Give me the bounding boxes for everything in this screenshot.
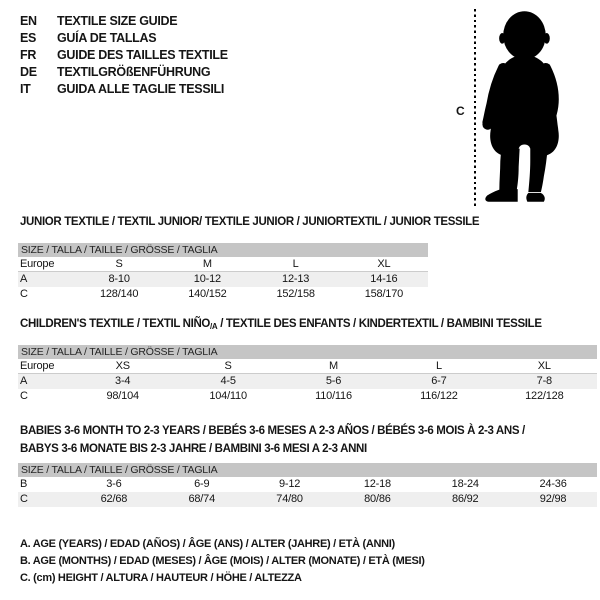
junior-table-title: JUNIOR TEXTILE / TEXTIL JUNIOR/ TEXTILE JUNIOR / JUNIORTEXTIL / JUNIOR TESSILE — [20, 216, 480, 228]
table-cell: 10-12 — [193, 273, 221, 285]
legend-line-b: B. AGE (MONTHS) / EDAD (MESES) / ÂGE (MOIS) / ALTER (MONATE) / ETÀ (MESI) — [20, 555, 425, 567]
table-cell: 4-5 — [220, 375, 236, 387]
size-header-bar: SIZE / TALLA / TAILLE / GRÖSSE / TAGLIA — [18, 243, 428, 257]
lang-code: EN — [20, 14, 37, 28]
table-cell: 3-4 — [115, 375, 131, 387]
lang-code: IT — [20, 82, 31, 96]
row-label: C — [20, 390, 28, 402]
table-cell: 12-18 — [363, 478, 391, 490]
table-cell: 128/140 — [99, 288, 139, 300]
table-cell: 98/104 — [106, 390, 139, 402]
row-label: Europe — [20, 258, 55, 270]
lang-label: GUIDA ALLE TAGLIE TESSILI — [57, 82, 225, 96]
table-cell: L — [292, 258, 299, 270]
table-cell: 122/128 — [525, 390, 564, 402]
lang-code: FR — [20, 48, 37, 62]
row-label: B — [20, 478, 28, 490]
table-cell: 24-36 — [539, 478, 567, 490]
table-cell: 110/116 — [315, 390, 352, 402]
table-cell: S — [224, 360, 232, 372]
table-cell: 86/92 — [451, 493, 479, 505]
language-title-block — [20, 13, 228, 98]
junior-size-table — [18, 243, 428, 302]
lang-row-fr — [20, 47, 228, 64]
row-label: A — [20, 375, 28, 387]
table-cell: 14-16 — [370, 273, 398, 285]
height-dotted-line — [474, 9, 476, 208]
table-cell: 5-6 — [325, 375, 342, 387]
table-cell: 12-13 — [282, 273, 310, 285]
table-cell: 8-10 — [108, 273, 130, 285]
row-label: C — [20, 493, 28, 505]
height-marker-label: C — [456, 104, 465, 118]
babies-size-table — [18, 463, 597, 507]
lang-row-es — [20, 30, 228, 47]
baby-silhouette-icon — [480, 8, 567, 206]
babies-table-title-line2: BABYS 3-6 MONATE BIS 2-3 JAHRE / BAMBINI 3-6 MESI A 2-3 ANNI — [20, 443, 367, 455]
table-cell: 6-9 — [194, 478, 210, 490]
row-label: C — [20, 288, 28, 300]
table-cell: 152/158 — [276, 288, 315, 300]
table-row-a — [18, 272, 428, 287]
legend-line-a: A. AGE (YEARS) / EDAD (AÑOS) / ÂGE (ANS) / ALTER (JAHRE) / ETÀ (ANNI) — [20, 538, 395, 550]
table-row-a — [18, 374, 597, 389]
children-table-title — [20, 318, 542, 331]
table-cell: 62/68 — [100, 493, 128, 505]
table-cell: M — [202, 258, 212, 270]
table-cell: XS — [115, 360, 130, 372]
table-cell: 80/86 — [364, 493, 391, 505]
measurement-legend — [20, 536, 425, 587]
row-label: A — [20, 273, 28, 285]
table-row-europe — [18, 359, 597, 374]
children-title-subscript: /A — [210, 322, 218, 331]
table-row-europe — [18, 257, 428, 272]
size-header-bar: SIZE / TALLA / TAILLE / GRÖSSE / TAGLIA — [18, 463, 597, 477]
lang-code: ES — [20, 31, 37, 45]
table-row-c — [18, 287, 428, 302]
table-cell: 18-24 — [451, 478, 479, 490]
table-cell: 116/122 — [420, 390, 458, 402]
lang-label: GUIDE DES TAILLES TEXTILE — [57, 48, 228, 62]
lang-row-en — [20, 13, 228, 30]
lang-code: DE — [20, 65, 37, 79]
table-row-c — [18, 389, 597, 404]
table-row-c — [18, 492, 597, 507]
table-cell: 140/152 — [188, 288, 227, 300]
table-cell: 74/80 — [276, 493, 303, 505]
table-cell: XL — [537, 360, 551, 372]
table-cell: M — [329, 360, 338, 372]
table-cell: 6-7 — [431, 375, 447, 387]
babies-table-title-line1: BABIES 3-6 MONTH TO 2-3 YEARS / BEBÉS 3-6 MESES A 2-3 AÑOS / BÉBÉS 3-6 MOIS À 2-3 ANS / — [20, 425, 525, 437]
legend-line-c: C. (cm) HEIGHT / ALTURA / HAUTEUR / HÖHE / ALTEZZA — [20, 572, 302, 584]
table-cell: 92/98 — [539, 493, 567, 505]
lang-label: TEXTILE SIZE GUIDE — [57, 14, 178, 28]
table-cell: 3-6 — [106, 478, 122, 490]
children-size-table — [18, 345, 597, 404]
table-row-b — [18, 477, 597, 492]
lang-row-de — [20, 64, 228, 81]
table-cell: 158/170 — [364, 288, 404, 300]
table-cell: 9-12 — [278, 478, 301, 490]
table-cell: XL — [377, 258, 391, 270]
children-title-part2: / TEXTILE DES ENFANTS / KINDERTEXTIL / BAMBINI TESSILE — [217, 318, 542, 330]
table-cell: L — [435, 360, 442, 372]
lang-label: GUÍA DE TALLAS — [57, 31, 157, 45]
table-cell: S — [115, 258, 123, 270]
row-label: Europe — [20, 360, 55, 372]
table-cell: 7-8 — [536, 375, 552, 387]
children-title-part1: CHILDREN'S TEXTILE / TEXTIL NIÑO — [20, 318, 211, 330]
lang-row-it — [20, 81, 228, 98]
table-cell: 68/74 — [188, 493, 215, 505]
size-header-bar: SIZE / TALLA / TAILLE / GRÖSSE / TAGLIA — [18, 345, 597, 359]
table-cell: 104/110 — [209, 390, 247, 402]
lang-label: TEXTILGRÖßENFÜHRUNG — [57, 65, 211, 79]
